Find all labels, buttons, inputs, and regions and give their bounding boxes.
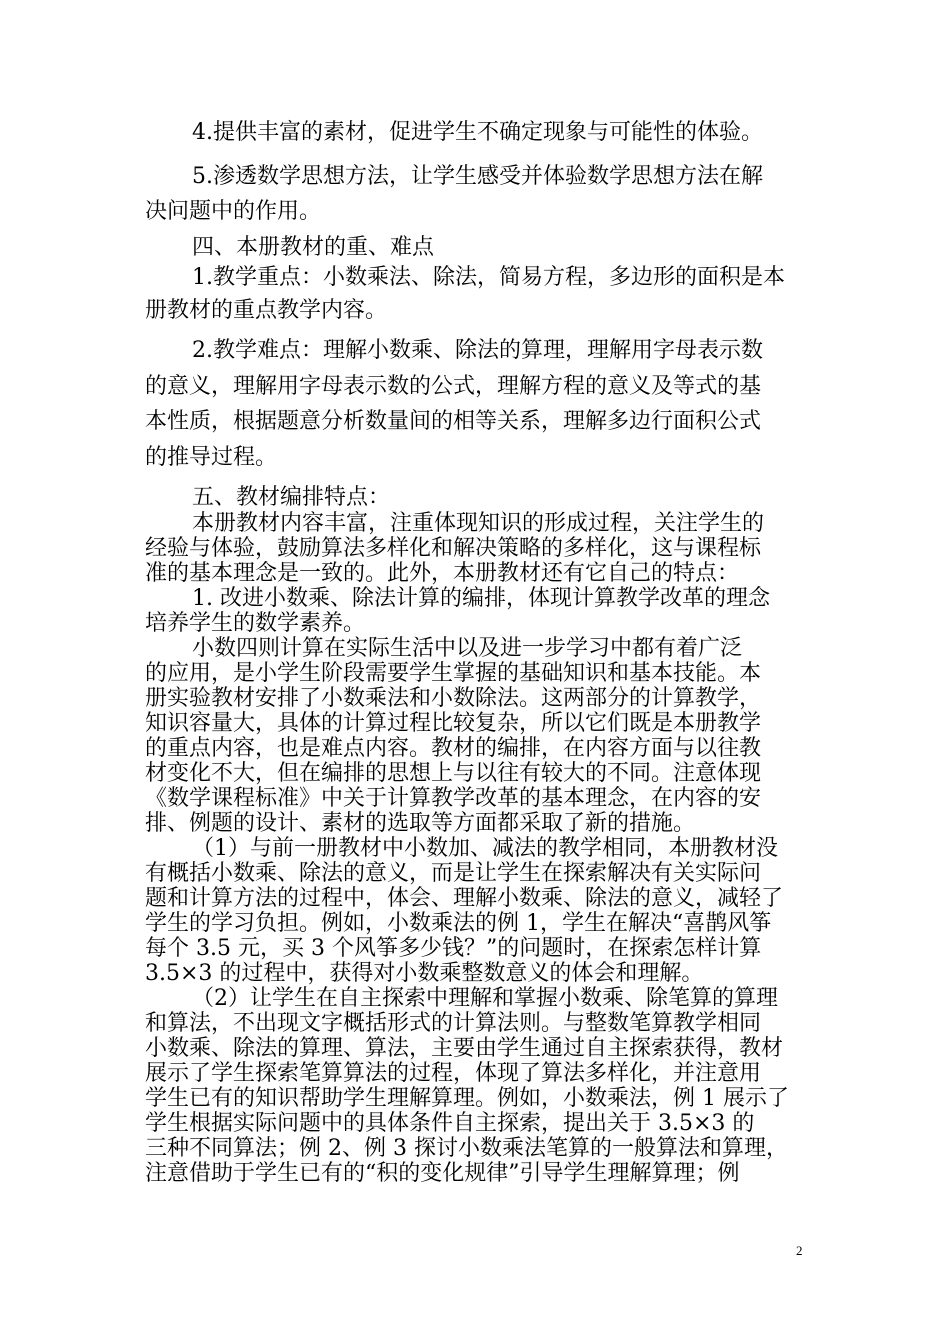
text-line: 学生的学习负担。例如，小数乘法的例 1，学生在解决“喜鹊风筝	[145, 911, 772, 936]
text-line: 的推导过程。	[145, 445, 278, 470]
section-heading: 四、本册教材的重、难点	[192, 235, 435, 260]
text-line: 册实验教材安排了小数乘法和小数除法。这两部分的计算教学，	[145, 686, 762, 711]
text-line: 决问题中的作用。	[145, 199, 322, 224]
text-line: 知识容量大，具体的计算过程比较复杂，所以它们既是本册教学	[145, 711, 762, 736]
text-line: （2）让学生在自主探索中理解和掌握小数乘、除笔算的算理	[192, 986, 778, 1011]
text-line: 学生根据实际问题中的具体条件自主探索，提出关于 3.5×3 的	[145, 1111, 755, 1136]
text-line: 每个 3.5 元，买 3 个风筝多少钱？”的问题时，在探索怎样计算	[145, 936, 762, 961]
text-line: 的应用，是小学生阶段需要学生掌握的基础知识和基本技能。本	[145, 661, 762, 686]
section-heading: 五、教材编排特点：	[192, 485, 391, 510]
text-line: 准的基本理念是一致的。此外，本册教材还有它自己的特点：	[145, 561, 740, 586]
text-line: 小数乘、除法的算理、算法，主要由学生通过自主探索获得，教材	[145, 1036, 784, 1061]
page-number: 2	[796, 1243, 803, 1258]
text-line: 3.5×3 的过程中，获得对小数乘整数意义的体会和理解。	[145, 961, 704, 986]
text-line: 经验与体验，鼓励算法多样化和解决策略的多样化，这与课程标	[145, 536, 762, 561]
text-line: 学生已有的知识帮助学生理解算理。例如，小数乘法，例 1 展示了	[145, 1086, 789, 1111]
text-line: 展示了学生探索笔算算法的过程，体现了算法多样化，并注意用	[145, 1061, 762, 1086]
text-line: 注意借助于学生已有的“积的变化规律”引导学生理解算理；例	[145, 1161, 740, 1186]
text-line: 《数学课程标准》中关于计算教学改革的基本理念，在内容的安	[145, 786, 762, 811]
text-line: 2.教学难点：理解小数乘、除法的算理，理解用字母表示数	[192, 338, 763, 363]
text-line: 三种不同算法；例 2、例 3 探讨小数乘法笔算的一般算法和算理，	[145, 1136, 788, 1161]
text-line: 1.教学重点：小数乘法、除法，简易方程，多边形的面积是本	[192, 265, 785, 290]
text-line: 5.渗透数学思想方法，让学生感受并体验数学思想方法在解	[192, 164, 763, 189]
text-line: 4.提供丰富的素材，促进学生不确定现象与可能性的体验。	[192, 120, 763, 145]
text-line: 材变化不大，但在编排的思想上与以往有较大的不同。注意体现	[145, 761, 762, 786]
text-line: 册教材的重点教学内容。	[145, 298, 388, 323]
text-line: 1. 改进小数乘、除法计算的编排，体现计算教学改革的理念	[192, 586, 770, 611]
text-line: 小数四则计算在实际生活中以及进一步学习中都有着广泛	[192, 636, 743, 661]
text-line: 本性质，根据题意分析数量间的相等关系，理解多边行面积公式	[145, 409, 762, 434]
text-line: 题和计算方法的过程中，体会、理解小数乘、除法的意义，减轻了	[145, 886, 784, 911]
text-line: 培养学生的数学素养。	[145, 611, 366, 636]
text-line: 本册教材内容丰富，注重体现知识的形成过程，关注学生的	[192, 511, 765, 536]
text-line: （1）与前一册教材中小数加、减法的教学相同，本册教材没	[192, 836, 778, 861]
text-line: 的重点内容，也是难点内容。教材的编排，在内容方面与以往教	[145, 736, 762, 761]
text-line: 的意义，理解用字母表示数的公式，理解方程的意义及等式的基	[145, 374, 762, 399]
text-line: 有概括小数乘、除法的意义，而是让学生在探索解决有关实际问	[145, 861, 762, 886]
text-line: 排、例题的设计、素材的选取等方面都采取了新的措施。	[145, 811, 696, 836]
text-line: 和算法，不出现文字概括形式的计算法则。与整数笔算教学相同	[145, 1011, 762, 1036]
